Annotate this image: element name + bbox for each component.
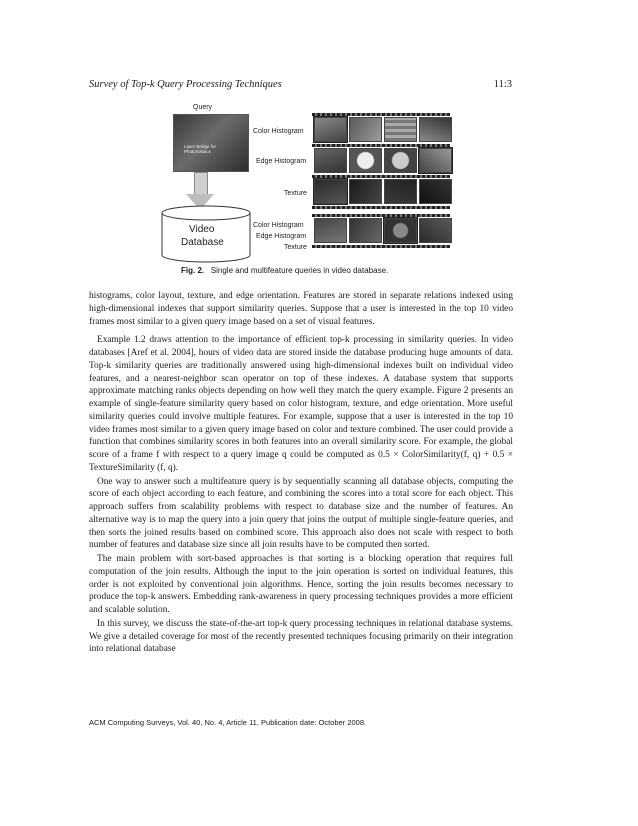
video-frame — [349, 179, 382, 204]
page-footer: ACM Computing Surveys, Vol. 40, No. 4, Article 11, Publication date: October 2008. — [89, 718, 367, 727]
paragraph: In this survey, we discuss the state-of-the-art top-k query processing techniques in relational database systems. We give a detailed coverage for most of the recently presented techniques focusing primarily on their integration into relational database — [89, 618, 513, 655]
query-image-caption: Laser Bridge for Photovoltaics — [184, 144, 217, 154]
frame-strip-combined — [314, 218, 454, 245]
paragraph: One way to answer such a multifeature query is by sequentially scanning all database objects, computing the score of each object according to each feature, and combining the scores into a total score for each object. This approach suffers from scalability problems with respect to database size and the number of features. An alternative way is to map the query into a join query that joins the output of multiple single-feature queries, and then sorts the joined results based on combined score. This approach also does not scale with respect to both number of features and database size since all join results have to be computed then sorted. — [89, 476, 513, 551]
video-frame — [419, 179, 452, 204]
frame-strip-edge — [314, 148, 454, 175]
figure-caption — [181, 266, 388, 275]
figure-query-label: Query — [193, 104, 213, 111]
paragraph: Example 1.2 draws attention to the importance of efficient top-k processing in similarity queries. In video databases [Aref et al. 2004], hours of video data are stored inside the database producing huge amounts of data. Top-k similarity queries are traditionally answered using high-dimensional indexes built on individual video features, and a nearest-neighbor scan operator on top of these indexes. A database system that supports approximate matching ranks objects depending on how well they match the query example. Figure 2 presents an example of single-feature similarity query based on color histogram, texture, and edge orientation. More useful similarity queries could involve multiple features. For example, suppose that a user is interested in the top 10 video frames most similar to a given query image based on color and texture combined. The user could provide a function that combines similarity scores in both features into an overall similarity score. For example, the global score of a frame f with respect to a query image q could be computed as 0.5 × ColorSimilarity(f, q) + 0.5 × TextureSimilarity (f, q). — [89, 335, 513, 473]
database-label-database: Database — [181, 237, 224, 248]
film-edge — [312, 206, 450, 209]
video-frame — [349, 117, 382, 142]
film-edge — [312, 175, 450, 178]
frame-strip-texture — [314, 179, 454, 206]
row-label-color-histogram: Color Histogram — [253, 128, 304, 135]
video-frame — [314, 218, 347, 243]
video-frame — [314, 148, 347, 173]
video-frame — [419, 117, 452, 142]
video-frame — [349, 148, 382, 173]
combined-label-color-histogram: Color Histogram — [253, 222, 304, 229]
frame-strip-color — [314, 117, 454, 144]
database-label-video: Video — [189, 224, 215, 235]
video-frame — [384, 148, 417, 173]
body-text — [89, 290, 513, 657]
query-image — [173, 114, 249, 172]
figure-caption-text: Single and multifeature queries in video database. — [210, 266, 389, 275]
running-header-title: Survey of Top-k Query Processing Techniques — [89, 79, 282, 90]
row-label-texture: Texture — [284, 190, 307, 197]
film-edge — [312, 214, 450, 217]
arrow-shaft — [194, 172, 208, 195]
film-edge — [312, 245, 450, 248]
video-frame — [384, 179, 417, 204]
page-number: 11:3 — [493, 79, 512, 90]
video-frame — [384, 218, 417, 243]
film-edge — [312, 144, 450, 147]
combined-label-edge-histogram: Edge Histogram — [256, 233, 307, 240]
paragraph: The main problem with sort-based approaches is that sorting is a blocking operation that requires full computation of the join results. Although the input to the join operation is sorted on individual features, this order is not exploited by conventional join algorithms. Hence, sorting the join results becomes necessary to produce the top-k answers. Embedding rank-awareness in query processing techniques provides a more efficient and scalable solution. — [89, 554, 513, 615]
video-frame — [419, 148, 452, 173]
paragraph: histograms, color layout, texture, and edge orientation. Features are stored in separate relations indexed using high-dimensional indexes that support similarity queries. Suppose that a user is interested in the top 10 video frames most similar to a given query image based on a set of visual features. — [89, 291, 513, 327]
video-frame — [419, 218, 452, 243]
figure-caption-prefix: Fig. 2. — [181, 266, 205, 275]
film-edge — [312, 113, 450, 116]
row-label-edge-histogram: Edge Histogram — [256, 158, 307, 165]
video-frame — [314, 179, 347, 204]
video-frame — [384, 117, 417, 142]
video-frame — [314, 117, 347, 142]
combined-label-texture: Texture — [284, 244, 307, 251]
video-frame — [349, 218, 382, 243]
